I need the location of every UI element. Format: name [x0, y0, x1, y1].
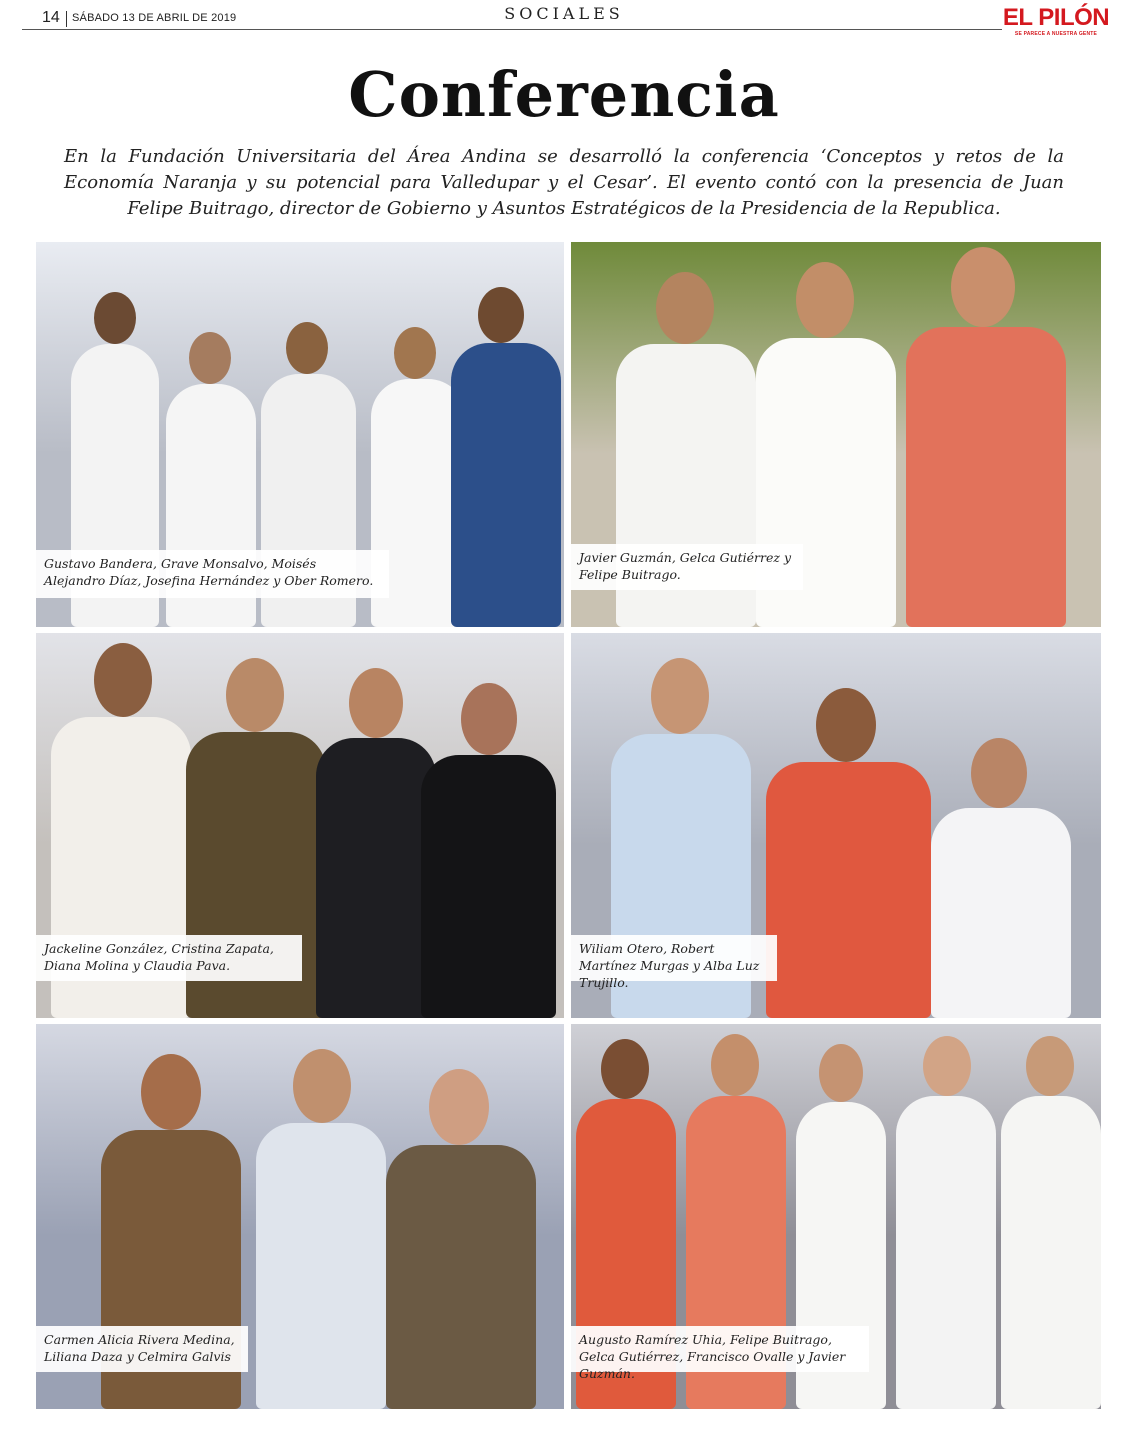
page-number: 14 [42, 9, 60, 26]
person-figure [251, 1049, 391, 1409]
newspaper-logo [1002, 6, 1110, 40]
photo-2-caption: Javier Guzmán, Gelca Gutiérrez y Felipe Buitrago. [571, 544, 803, 590]
photo-3-caption: Jackeline González, Cristina Zapata, Diana Molina y Claudia Pava. [36, 935, 302, 981]
person-figure [381, 1069, 541, 1409]
photo-5 [36, 1024, 564, 1409]
logo-tagline: SE PARECE A NUESTRA GENTE [1014, 31, 1098, 37]
photo-3 [36, 633, 564, 1018]
photo-6 [571, 1024, 1101, 1409]
photo-5-caption: Carmen Alicia Rivera Medina, Liliana Daza y Celmira Galvis [36, 1326, 248, 1372]
photo-2 [571, 242, 1101, 627]
photo-6-caption: Augusto Ramírez Uhia, Felipe Buitrago, Gelca Gutiérrez, Francisco Ovalle y Javier Guzmán. [571, 1326, 869, 1372]
article-intro: En la Fundación Universitaria del Área Andina se desarrolló la conferencia ‘Conceptos y retos de la Economía Naranja y su potencial para Valledupar y el Cesar’. El evento contó con la presencia de Juan Felipe Buitrago, director de Gobierno y Asuntos Estratégicos de la Presidencia de la Republica. [64, 146, 1064, 219]
person-figure [996, 1036, 1101, 1409]
person-figure [926, 738, 1076, 1018]
photo-1-caption: Gustavo Bandera, Grave Monsalvo, Moisés Alejandro Díaz, Josefina Hernández y Ober Romero. [36, 550, 389, 598]
person-figure [416, 683, 561, 1018]
photo-4 [571, 633, 1101, 1018]
page-header [0, 0, 1128, 40]
header-rule [22, 29, 1002, 30]
photo-4-caption: Wiliam Otero, Robert Martínez Murgas y Alba Luz Trujillo. [571, 935, 777, 981]
person-figure [891, 1036, 1001, 1409]
person-figure [901, 247, 1071, 627]
logo-name: EL PILÓN [1002, 4, 1110, 31]
issue-date: SÁBADO 13 DE ABRIL DE 2019 [72, 12, 237, 24]
photo-1 [36, 242, 564, 627]
person-figure [761, 688, 936, 1018]
person-figure [446, 287, 561, 627]
article-title: Conferencia [348, 58, 780, 131]
section-name: SOCIALES [504, 4, 624, 23]
